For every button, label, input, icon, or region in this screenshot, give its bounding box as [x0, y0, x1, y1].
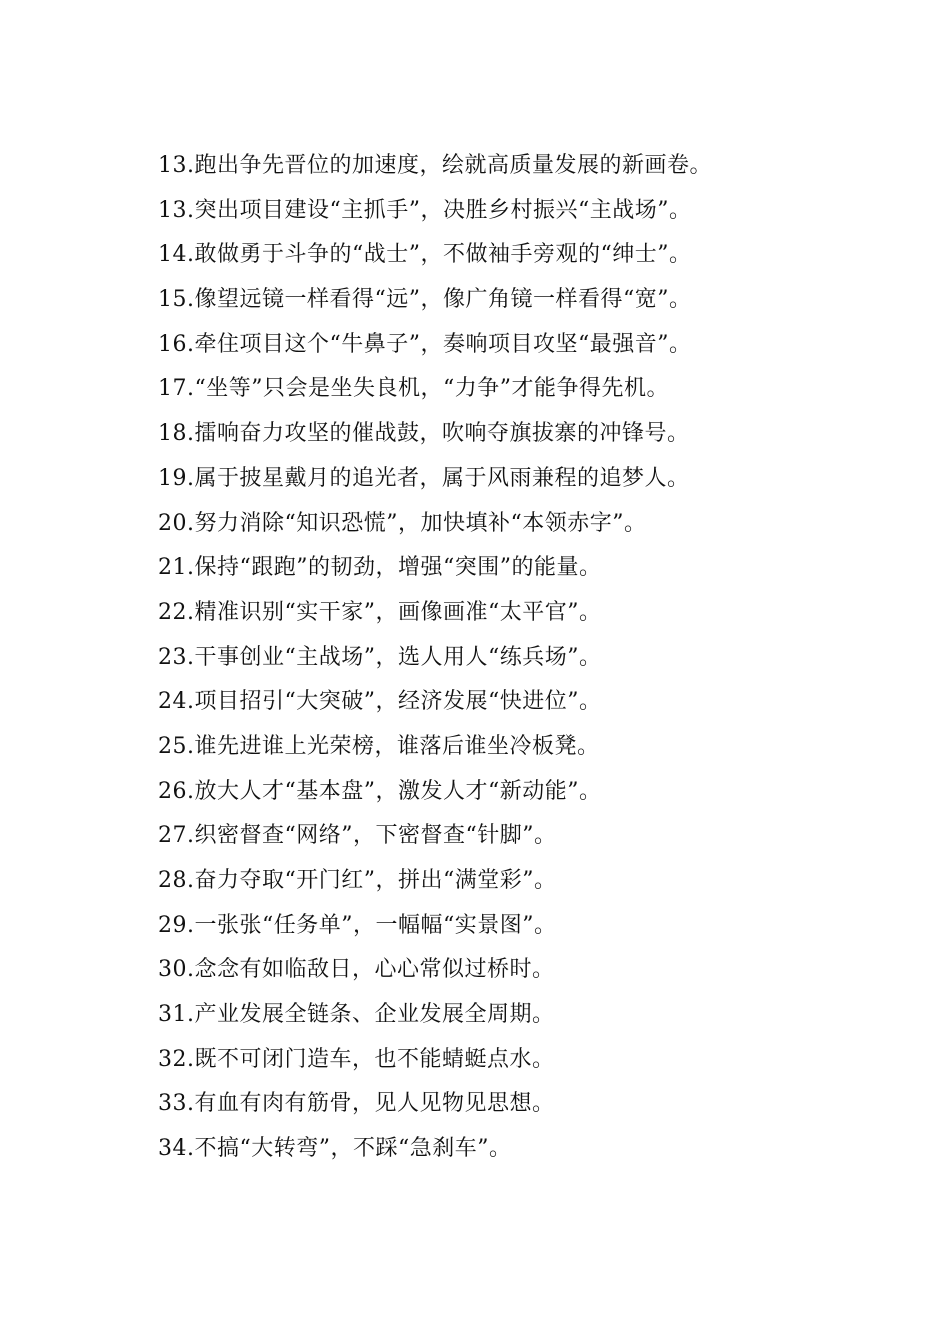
list-item: 27.织密督查“网络”，下密督查“针脚”。	[158, 823, 557, 849]
list-item: 31.产业发展全链条、企业发展全周期。	[158, 1002, 555, 1028]
list-item: 22.精准识别“实干家”，画像画准“太平官”。	[158, 599, 602, 625]
list-item: 18.擂响奋力攻坚的催战鼓，吹响夺旗拔寨的冲锋号。	[158, 421, 690, 447]
list-item: 34.不搞“大转弯”，不踩“急刹车”。	[158, 1136, 512, 1162]
phrase-list	[158, 144, 858, 1172]
list-item: 30.念念有如临敌日，心心常似过桥时。	[158, 957, 555, 983]
list-item: 13.跑出争先晋位的加速度，绘就高质量发展的新画卷。	[158, 153, 712, 178]
list-item: 26.放大人才“基本盘”，激发人才“新动能”。	[158, 778, 602, 804]
list-item: 32.既不可闭门造车，也不能蜻蜓点水。	[158, 1046, 555, 1072]
list-item: 17.“坐等”只会是坐失良机，“力争”才能争得先机。	[158, 376, 669, 402]
list-item: 13.突出项目建设“主抓手”，决胜乡村振兴“主战场”。	[158, 197, 692, 223]
list-item: 16.牵住项目这个“牛鼻子”，奏响项目攻坚“最强音”。	[158, 331, 692, 357]
list-item: 14.敢做勇于斗争的“战士”，不做袖手旁观的“绅士”。	[158, 242, 692, 268]
list-item: 23.干事创业“主战场”，选人用人“练兵场”。	[158, 644, 602, 670]
list-item: 29.一张张“任务单”，一幅幅“实景图”。	[158, 912, 557, 938]
list-item: 21.保持“跟跑”的韧劲，增强“突围”的能量。	[158, 555, 602, 581]
list-item: 25.谁先进谁上光荣榜，谁落后谁坐冷板凳。	[158, 733, 600, 759]
list-item: 19.属于披星戴月的追光者，属于风雨兼程的追梦人。	[158, 465, 690, 491]
list-item: 20.努力消除“知识恐慌”，加快填补“本领赤字”。	[158, 510, 647, 536]
list-item: 33.有血有肉有筋骨，见人见物见思想。	[158, 1091, 555, 1117]
list-item: 28.奋力夺取“开门红”，拼出“满堂彩”。	[158, 868, 557, 893]
list-item: 24.项目招引“大突破”，经济发展“快进位”。	[158, 689, 602, 715]
list-item: 15.像望远镜一样看得“远”，像广角镜一样看得“宽”。	[158, 287, 692, 313]
